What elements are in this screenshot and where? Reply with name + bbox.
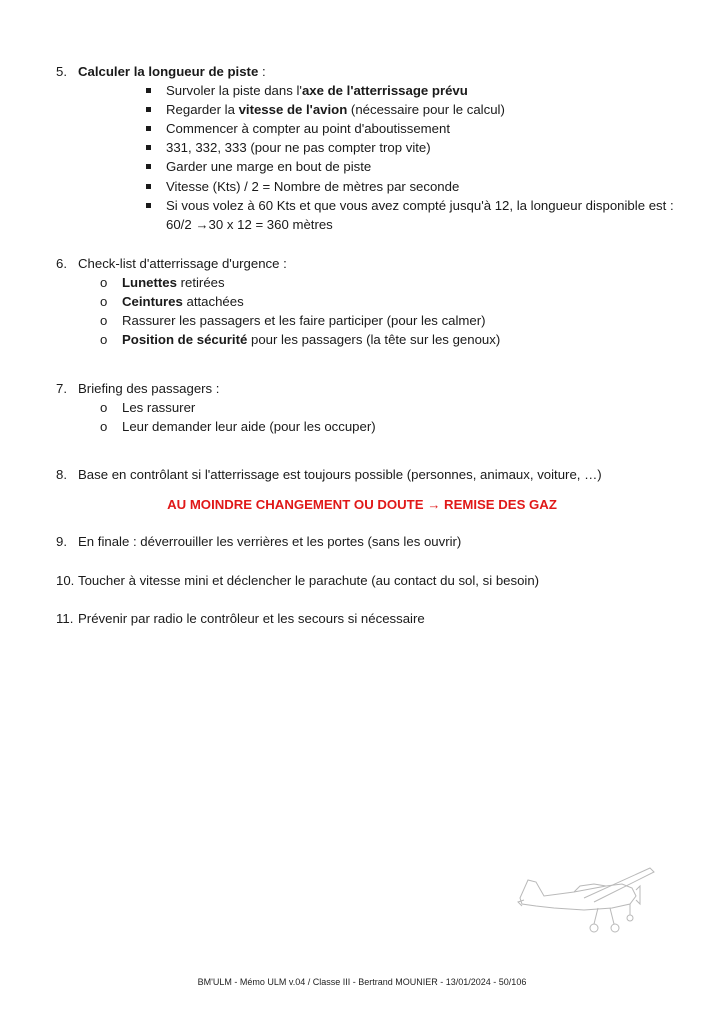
square-bullet-icon	[146, 88, 151, 93]
item-9	[56, 532, 461, 551]
item-number: 5.	[56, 64, 67, 79]
bullet-bold-text: Position de sécurité	[122, 332, 248, 347]
circle-bullet-icon: o	[100, 400, 108, 415]
alert-warning: AU MOINDRE CHANGEMENT OU DOUTE → REMISE DES GAZ	[167, 497, 557, 512]
bullet-bold-text: Lunettes	[122, 275, 177, 290]
bullet-text: attachées	[182, 294, 244, 309]
item-8	[56, 465, 602, 484]
item-number: 6.	[56, 256, 67, 271]
item-number: 8.	[56, 467, 67, 482]
square-bullet-icon	[146, 203, 151, 208]
airplane-watermark-icon	[514, 858, 664, 940]
square-bullet-icon	[146, 126, 151, 131]
square-bullet-icon	[146, 164, 151, 169]
square-bullet-icon	[146, 107, 151, 112]
item-title-suffix: :	[258, 64, 266, 79]
bullet-text: (nécessaire pour le calcul)	[347, 102, 505, 117]
bullet-text: pour les passagers (la tête sur les genoux)	[247, 332, 501, 347]
item-text: En finale : déverrouiller les verrières et les portes (sans les ouvrir)	[78, 534, 462, 549]
item-7	[56, 379, 219, 398]
circle-bullet-icon: o	[100, 313, 108, 328]
page-footer: BM'ULM - Mémo ULM v.04 / Classe III - Bertrand MOUNIER - 13/01/2024 - 50/106	[197, 977, 527, 987]
bullet-text: Survoler la piste dans l'	[166, 83, 302, 98]
bullet-text: Regarder la	[166, 102, 239, 117]
circle-bullet-icon: o	[100, 419, 108, 434]
item-title: Calculer la longueur de piste	[78, 64, 259, 79]
item-text: Base en contrôlant si l'atterrissage est toujours possible (personnes, animaux, voiture, …)	[78, 467, 602, 482]
circle-bullet-icon: o	[100, 275, 108, 290]
item-number: 10.	[56, 573, 75, 588]
bullet-bold-text: Ceintures	[122, 294, 183, 309]
square-bullet-icon	[146, 145, 151, 150]
item-5	[56, 62, 266, 81]
bullet-text: Les rassurer	[122, 400, 196, 415]
bullet-text: Vitesse (Kts) / 2 = Nombre de mètres par seconde	[166, 179, 460, 194]
circle-bullet-icon: o	[100, 294, 108, 309]
circle-bullet-icon: o	[100, 332, 108, 347]
item-11	[56, 609, 425, 628]
bullet-bold-text: vitesse de l'avion	[238, 102, 348, 117]
item-number: 11.	[56, 611, 74, 626]
bullet-text: Commencer à compter au point d'aboutissement	[166, 121, 450, 136]
bullet-bold-text: axe de l'atterrissage prévu	[301, 83, 468, 98]
item-text: Toucher à vitesse mini et déclencher le parachute (au contact du sol, si besoin)	[78, 573, 540, 588]
item-title: Check-list d'atterrissage d'urgence :	[78, 256, 287, 271]
bullet-text: Rassurer les passagers et les faire participer (pour les calmer)	[122, 313, 486, 328]
bullet-text: Garder une marge en bout de piste	[166, 159, 372, 174]
item-6	[56, 254, 287, 273]
square-bullet-icon	[146, 184, 151, 189]
item-text: Prévenir par radio le contrôleur et les secours si nécessaire	[78, 611, 425, 626]
bullet-text: Si vous volez à 60 Kts et que vous avez compté jusqu'à 12, la longueur disponible est :	[166, 198, 674, 213]
bullet-text: 60/2 →30 x 12 = 360 mètres	[166, 217, 333, 232]
bullet-text: Leur demander leur aide (pour les occuper)	[122, 419, 376, 434]
bullet-text: retirées	[176, 275, 225, 290]
item-number: 9.	[56, 534, 67, 549]
item-number: 7.	[56, 381, 67, 396]
item-10	[56, 571, 539, 590]
bullet-text: 331, 332, 333 (pour ne pas compter trop vite)	[166, 140, 431, 155]
item-title: Briefing des passagers :	[78, 381, 220, 396]
